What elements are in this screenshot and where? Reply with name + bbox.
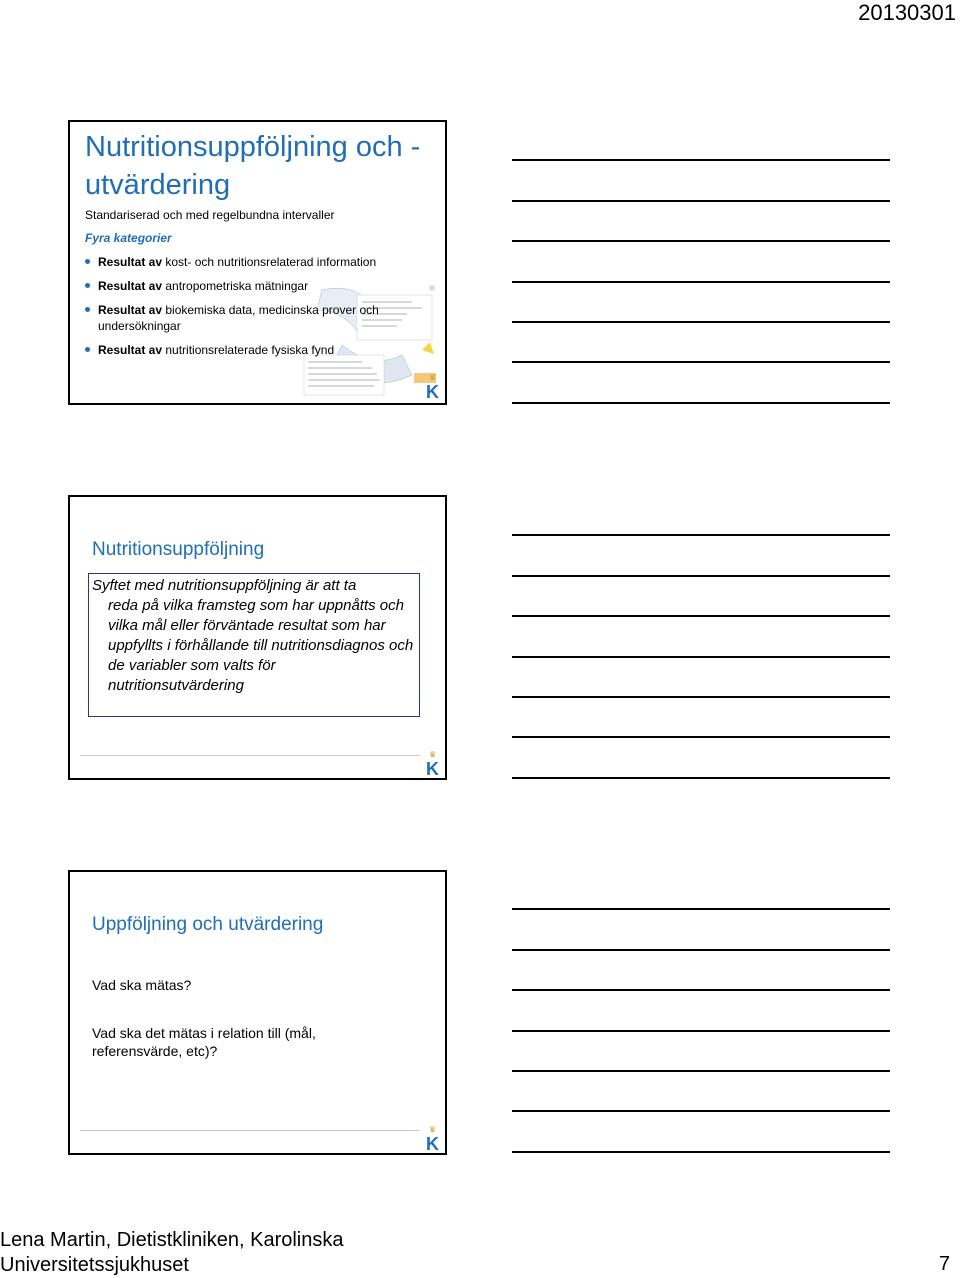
slide-2	[68, 495, 447, 780]
question-text: Vad ska mätas?	[92, 977, 192, 993]
bullet-item: Resultat av kost- och nutritionsrelaterad information	[85, 254, 425, 270]
slide-title: Uppföljning och utvärdering	[92, 914, 324, 935]
bullet-item: Resultat av nutritionsrelaterade fysiska fynd	[85, 342, 425, 358]
bullet-item: Resultat av biokemiska data, medicinska prover och undersökningar	[85, 302, 425, 334]
category-heading: Fyra kategorier	[85, 231, 172, 245]
bullet-icon	[85, 347, 90, 352]
bullet-icon	[85, 259, 90, 264]
slide-3	[68, 870, 447, 1155]
bullet-item: Resultat av antropometriska mätningar	[85, 278, 425, 294]
slide-title: Nutritionsuppföljning och - utvärdering	[85, 131, 421, 201]
bullet-icon	[85, 283, 90, 288]
karolinska-logo-icon: ♛ K	[426, 1125, 439, 1154]
page-number: 7	[938, 1253, 950, 1275]
footer-divider	[80, 755, 420, 756]
question-text-continued: referensvärde, etc)?	[92, 1043, 218, 1059]
slide-title: Nutritionsuppföljning	[92, 539, 265, 560]
date-header: 20130301	[858, 0, 956, 25]
karolinska-logo-icon: ♛ K	[426, 373, 439, 402]
purpose-textbox: Syftet med nutritionsuppföljning är att ta reda på vilka framsteg som har uppnåtts och vilka mål eller förväntade resultat som har uppfyllts i förhållande till nutritionsdiagnos och de variabler som valts för nutritionsutvärdering	[88, 573, 420, 717]
slide-1	[68, 120, 447, 405]
page-footer: Lena Martin, Dietistkliniken, Karolinska Universitetssjukhuset	[0, 1229, 344, 1276]
footer-divider	[80, 1130, 420, 1131]
karolinska-logo-icon: ♛ K	[426, 750, 439, 779]
question-text: Vad ska det mätas i relation till (mål,	[92, 1025, 316, 1041]
bullet-icon	[85, 307, 90, 312]
slide-subtitle: Standariserad och med regelbundna intervaller	[85, 208, 335, 222]
